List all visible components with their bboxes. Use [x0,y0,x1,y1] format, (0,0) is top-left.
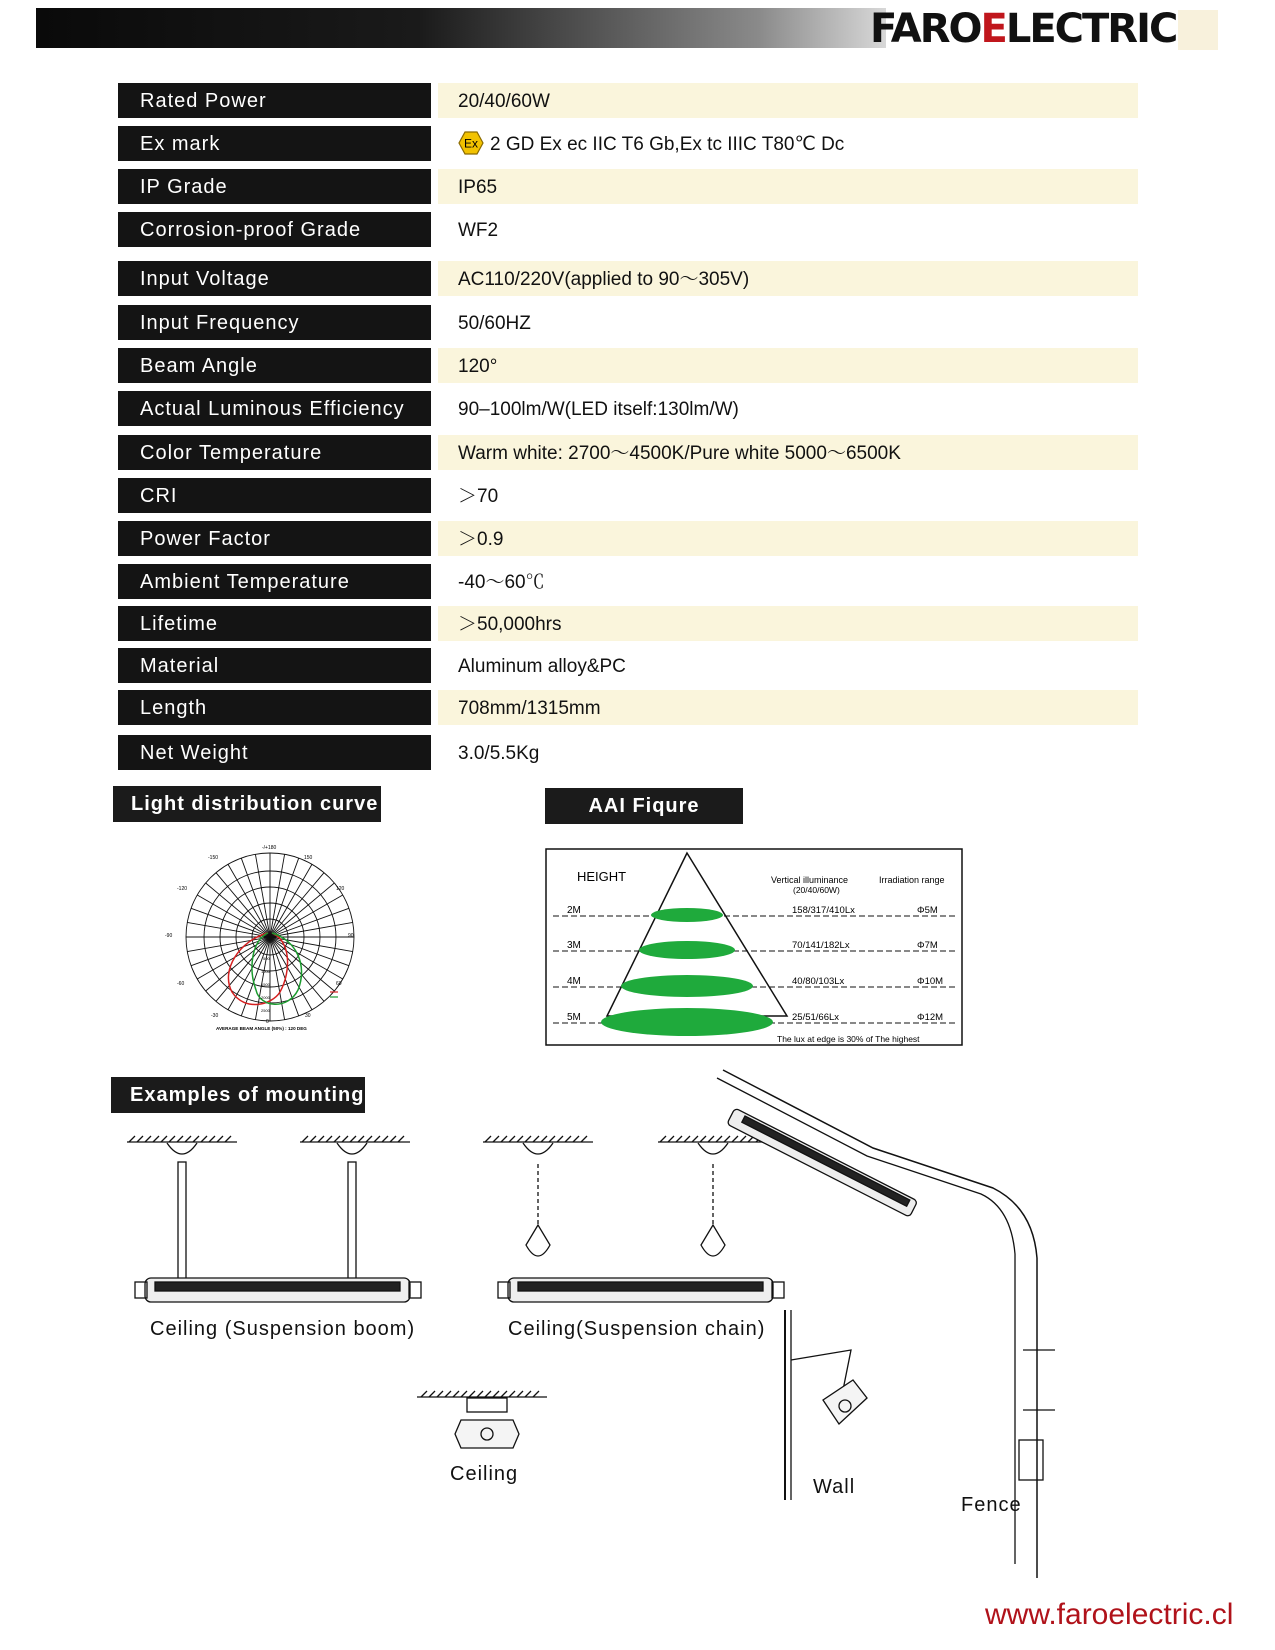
illuminance-subheader: (20/40/60W) [793,885,840,895]
angle-label: 150 [304,855,313,861]
spec-row [118,690,1140,725]
spec-value: Aluminum alloy&PC [458,656,626,677]
spec-label: Input Voltage [118,261,431,296]
range-value: Φ7M [917,940,938,951]
beam-spot [651,908,723,922]
header-gradient-bar [36,8,886,48]
spec-label: Net Weight [118,735,431,770]
height-label: 2M [567,905,581,916]
spec-label: Power Factor [118,521,431,556]
radial-label: 2000 [261,995,270,1000]
light-distribution-diagram [160,840,390,1040]
light-distribution-title: Light distribution curve [113,786,381,822]
ex-hazard-icon [458,130,484,156]
spec-value: ＞0.9 [438,521,1138,556]
angle-label: -120 [177,886,188,892]
suspension-chain-illustration [483,1136,784,1302]
height-header: HEIGHT [577,869,627,884]
spec-value: 120° [438,348,1138,383]
ex-badge-text: Ex [463,136,479,151]
spec-row [118,564,1140,599]
spec-row [118,126,1140,161]
height-label: 3M [567,940,581,951]
spec-row [118,478,1140,513]
angle-label: -/+180 [262,845,277,851]
brand-logo: FAROELECTRIC [870,6,1177,52]
range-value: Φ10M [917,976,944,987]
spec-label: Beam Angle [118,348,431,383]
angle-label: -90 [165,933,173,939]
wall-mount-illustration [785,1310,867,1500]
range-value: Φ12M [917,1012,944,1023]
spec-row [118,435,1140,470]
spec-label: Ex mark [118,126,431,161]
range-header: Irradiation range [879,875,945,885]
radial-label: 1500 [261,982,270,987]
spec-value: ＞70 [458,486,499,507]
spec-row [118,348,1140,383]
spec-row [118,391,1140,426]
spec-value: IP65 [438,169,1138,204]
radial-label: 2500 [261,1008,270,1013]
aai-figure-title: AAI Fiqure [545,788,743,824]
spec-label: Input Frequency [118,305,431,340]
aai-note: The lux at edge is 30% of The highest [777,1034,920,1044]
logo-e-mark: E [980,6,1006,52]
spec-value: WF2 [458,220,499,241]
angle-label: -150 [208,855,219,861]
wall-caption: Wall [813,1476,856,1498]
website-url[interactable]: www.faroelectric.cl [985,1598,1234,1631]
spec-label: Ambient Temperature [118,564,431,599]
angle-label: 120 [336,886,345,892]
spec-value: ＞50,000hrs [438,606,1138,641]
spec-value-text: 2 GD Ex ec IIC T6 Gb,Ex tc IIIC T80℃ Dc [490,134,845,155]
illuminance-header: Vertical illuminance [771,875,849,885]
angle-label: 30 [305,1013,311,1019]
spec-row [118,521,1140,556]
beam-angle-footer: AVERAGE BEAM ANGLE (50%) : 120 DEG [216,1026,307,1031]
spec-label: Rated Power [118,83,431,118]
spec-row [118,648,1140,683]
spec-row [118,305,1140,340]
mounting-examples-title: Examples of mounting [111,1077,365,1113]
beam-spot [601,1008,773,1036]
aai-figure-diagram [545,848,963,1046]
angle-label: -60 [177,981,185,987]
spec-value: AC110/220V(applied to 90～305V) [438,261,1138,296]
spec-value: 90–100lm/W(LED itself:130lm/W) [458,399,739,420]
ceiling-mount-illustration [417,1391,547,1448]
spec-row [118,606,1140,641]
radial-label: 1000 [261,969,270,974]
spec-label: Actual Luminous Efficiency [118,391,431,426]
spec-label: Length [118,690,431,725]
angle-label: -30 [211,1013,219,1019]
ceiling-caption: Ceiling [450,1463,519,1485]
spec-label: IP Grade [118,169,431,204]
angle-label: 90 [348,933,354,939]
radial-label: 500 [263,956,270,961]
spec-label: CRI [118,478,431,513]
logo-backdrop [1178,10,1218,50]
illuminance-value: 158/317/410Lx [792,905,855,916]
spec-row [118,735,1140,770]
illuminance-value: 70/141/182Lx [792,940,850,951]
suspension-boom-illustration [127,1136,421,1302]
spec-value: -40～60℃ [458,572,545,593]
spec-label: Color Temperature [118,435,431,470]
beam-spot [639,941,735,959]
spec-value: 20/40/60W [438,83,1138,118]
chain-caption: Ceiling(Suspension chain) [508,1318,766,1340]
spec-value: 3.0/5.5Kg [458,743,540,764]
range-value: Φ5M [917,905,938,916]
illuminance-value: 25/51/66Lx [792,1012,840,1023]
beam-spot [621,975,753,997]
angle-label: 60 [336,981,342,987]
height-label: 4M [567,976,581,987]
spec-row [118,261,1140,296]
spec-row [118,212,1140,247]
spec-value: Warm white: 2700～4500K/Pure white 5000～6500K [438,435,1138,470]
height-label: 5M [567,1012,581,1023]
spec-row [118,83,1140,118]
spec-value: 708mm/1315mm [438,690,1138,725]
boom-caption: Ceiling (Suspension boom) [150,1318,416,1340]
spec-label: Material [118,648,431,683]
spec-label: Lifetime [118,606,431,641]
spec-value: 50/60HZ [458,313,531,334]
fence-caption: Fence [961,1494,1022,1516]
spec-label: Corrosion-proof Grade [118,212,431,247]
illuminance-value: 40/80/103Lx [792,976,845,987]
curve-c90-c270 [252,933,302,1004]
spec-row [118,169,1140,204]
angle-label: 0 [266,1019,269,1025]
spec-value [438,126,1138,161]
